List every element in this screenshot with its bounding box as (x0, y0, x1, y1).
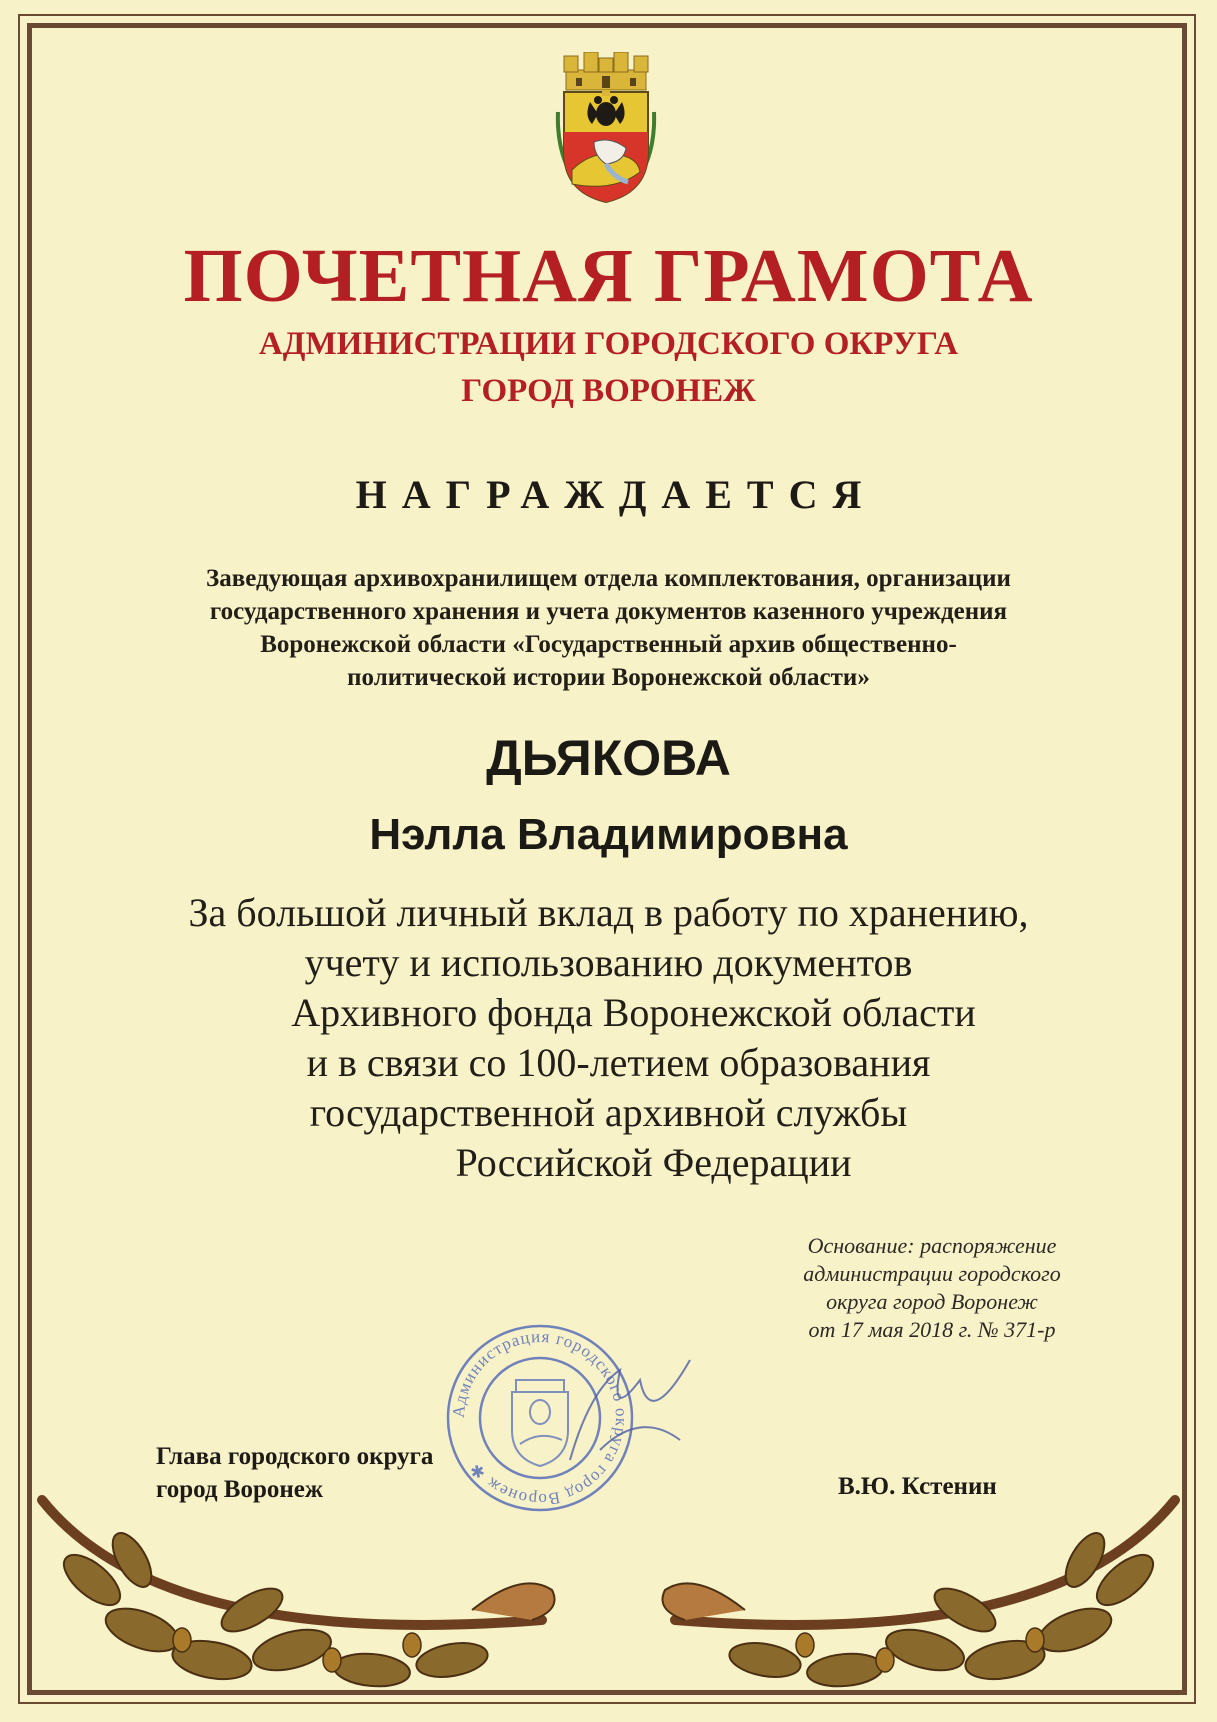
reason-line: и в связи со 100-летием образования (306, 1040, 931, 1085)
basis-line: Основание: распоряжение (807, 1233, 1057, 1258)
recipient-position (0, 562, 1217, 694)
basis-line: округа город Воронеж (826, 1289, 1038, 1314)
signatory-title-line: Глава городского округа (156, 1443, 434, 1470)
legal-basis (742, 1232, 1122, 1344)
basis-line: от 17 мая 2018 г. № 371-р (808, 1317, 1056, 1342)
position-line: государственного хранения и учета документов казенного учреждения (209, 598, 1008, 625)
position-line: Воронежской области «Государственный архив общественно- (260, 631, 957, 658)
position-line: политической истории Воронежской области» (347, 664, 870, 691)
oak-laurel-ornament-icon (22, 1470, 582, 1700)
certificate-title: ПОЧЕТНАЯ ГРАМОТА (183, 234, 1034, 318)
recipient-surname: ДЬЯКОВА (486, 730, 731, 786)
oak-laurel-ornament-icon (635, 1470, 1195, 1700)
issuer-line-1: АДМИНИСТРАЦИИ ГОРОДСКОГО ОКРУГА (258, 326, 959, 362)
reason-line: Архивного фонда Воронежской области (291, 990, 976, 1035)
reason-line: За большой личный вклад в работу по хранению, (188, 890, 1029, 935)
basis-line: администрации городского (803, 1261, 1061, 1286)
position-line: Заведующая архивохранилищем отдела комплектования, организации (206, 565, 1011, 592)
reason-line: Российской Федерации (455, 1140, 852, 1185)
signatory-title-line: город Воронеж (156, 1476, 324, 1503)
voronezh-coat-of-arms-icon (554, 52, 658, 204)
signatory-name: В.Ю. Кстенин (838, 1473, 997, 1500)
signature-icon (560, 1350, 700, 1470)
awarded-label: НАГРАЖДАЕТСЯ (355, 472, 877, 517)
reason-line: государственной архивной службы (309, 1090, 908, 1135)
issuer-line-2: ГОРОД ВОРОНЕЖ (461, 373, 756, 409)
reason-line: учету и использованию документов (304, 940, 913, 985)
recipient-given-names: Нэлла Владимировна (369, 810, 848, 859)
svg-text:Администрация городского округ: Администрация городского округа город Воронеж ✱ (448, 1326, 632, 1510)
